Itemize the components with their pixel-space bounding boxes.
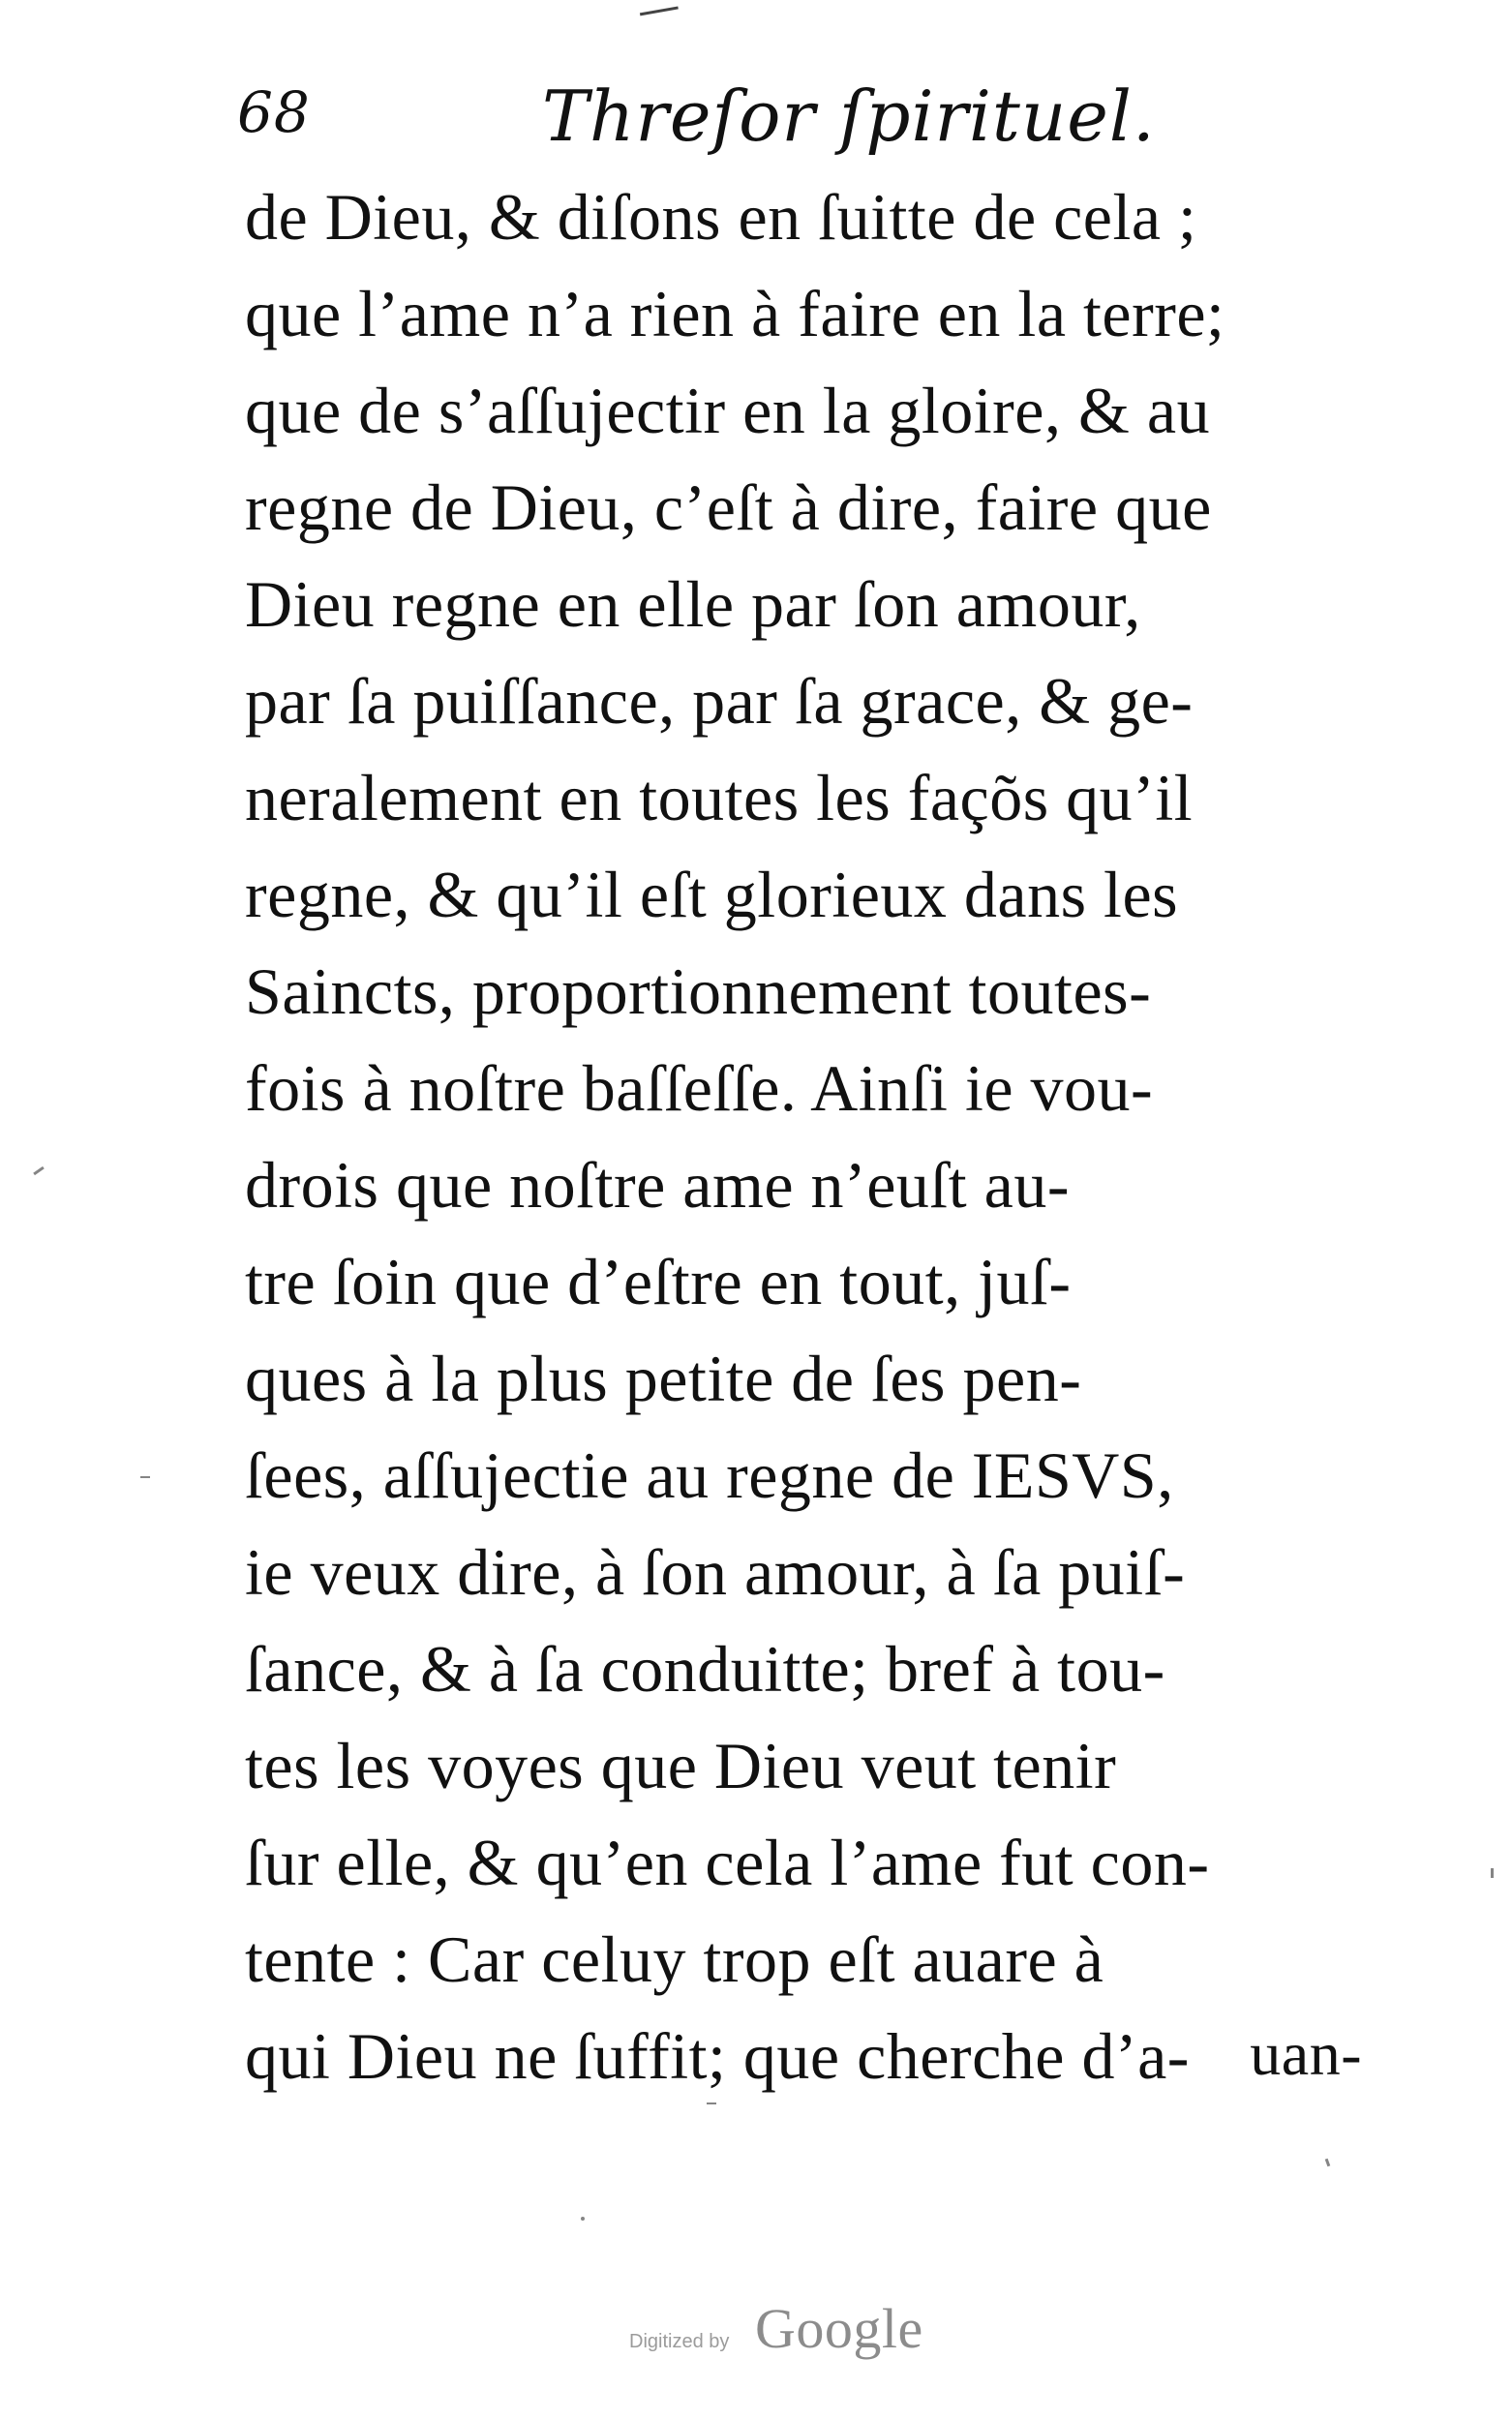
text-line: tre ſoin que d’eſtre en tout, juſ- bbox=[245, 1245, 1072, 1318]
watermark-logo: Google bbox=[755, 2297, 923, 2360]
text-line: de Dieu, & diſons en ſuitte de cela ; bbox=[245, 180, 1197, 254]
text-line: regne de Dieu, c’eſt à dire, faire que bbox=[245, 470, 1212, 544]
ink-speck bbox=[1491, 1868, 1494, 1878]
text-line: ques à la plus petite de ſes pen- bbox=[245, 1342, 1082, 1415]
text-line: neralement en toutes les façõs qu’il bbox=[245, 761, 1194, 834]
catchword: uan- bbox=[1250, 2019, 1362, 2088]
text-line: drois que noſtre ame n’euſt au- bbox=[245, 1148, 1070, 1222]
text-line: ſur elle, & qu’en cela l’ame fut con- bbox=[245, 1826, 1210, 1899]
text-line: que de s’aſſujectir en la gloire, & au bbox=[245, 374, 1211, 447]
text-line: Saincts, proportionnement toutes- bbox=[245, 954, 1152, 1028]
digitization-watermark bbox=[629, 2294, 939, 2372]
body-text bbox=[245, 180, 1368, 2120]
text-line: que l’ame n’a rien à faire en la terre; bbox=[245, 277, 1225, 350]
text-line: qui Dieu ne ſuffit; que cherche d’a- bbox=[245, 2019, 1190, 2093]
ink-speck bbox=[707, 2102, 716, 2104]
page-number: 68 bbox=[237, 79, 311, 145]
watermark-prefix: Digitized by bbox=[629, 2331, 730, 2352]
ink-speck bbox=[33, 1166, 45, 1175]
ink-speck bbox=[1325, 2159, 1331, 2167]
text-line: ie veux dire, à ſon amour, à ſa puiſ- bbox=[245, 1535, 1186, 1609]
ink-mark bbox=[638, 0, 679, 15]
text-line: ſees, aſſujectie au regne de IESVS, bbox=[245, 1438, 1174, 1512]
text-line: ſance, & à ſa conduitte; bref à tou- bbox=[245, 1632, 1165, 1706]
text-line: regne, & qu’il eſt glorieux dans les bbox=[245, 858, 1179, 931]
text-line: par ſa puiſſance, par ſa grace, & ge- bbox=[245, 664, 1194, 738]
running-head: Threſor ſpirituel. bbox=[542, 76, 1156, 157]
text-line: Dieu regne en elle par ſon amour, bbox=[245, 567, 1141, 641]
text-line: tes les voyes que Dieu veut tenir bbox=[245, 1729, 1117, 1802]
page-header bbox=[237, 68, 1360, 165]
ink-speck bbox=[581, 2217, 585, 2221]
ink-speck bbox=[140, 1476, 150, 1478]
text-line: tente : Car celuy trop eſt auare à bbox=[245, 1922, 1104, 1996]
text-line: fois à noſtre baſſeſſe. Ainſi ie vou- bbox=[245, 1051, 1154, 1125]
